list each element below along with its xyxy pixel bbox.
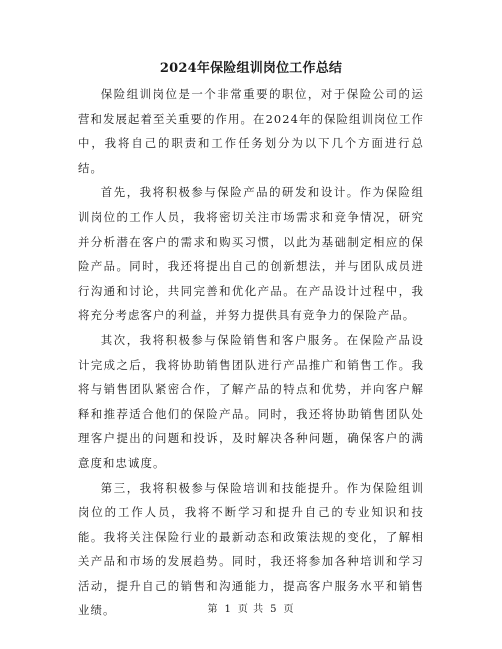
footer-total-pages: 5 xyxy=(270,604,278,615)
paragraph-training: 第三，我将积极参与保险培训和技能提升。作为保险组训岗位的工作人员，我将不断学习和提升自己的专业知识和技能。我将关注保险行业的最新动态和政策法规的变化，了解相关产品和市场的发展趋势。同时，我还将参加各种培训和学习活动，提升自己的销售和沟通能力，提高客户服务水平和销售业绩。 xyxy=(78,480,424,618)
document-title: 2024年保险组训岗位工作总结 xyxy=(159,61,343,76)
paragraph-product-design: 首先，我将积极参与保险产品的研发和设计。作为保险组训岗位的工作人员，我将密切关注市场需求和竞争情况，研究并分析潜在客户的需求和购买习惯，以此为基础制定相应的保险产品。同时，我还将提出自己的创新想法，并与团队成员进行沟通和讨论，共同完善和优化产品。在产品设计过程中，我将充分考虑客户的利益，并努力提供具有竞争力的保险产品。 xyxy=(78,185,424,323)
footer-prefix: 第 xyxy=(207,604,219,615)
footer-page-number: 1 xyxy=(224,604,232,615)
paragraph-intro: 保险组训岗位是一个非常重要的职位，对于保险公司的运营和发展起着至关重要的作用。在2024年的保险组训岗位工作中，我将自己的职责和工作任务划分为以下几个方面进行总结。 xyxy=(78,87,424,175)
footer-middle: 页 共 xyxy=(237,604,265,615)
footer-suffix: 页 xyxy=(283,604,295,615)
paragraph-sales-service: 其次，我将积极参与保险销售和客户服务。在保险产品设计完成之后，我将协助销售团队进行产品推广和销售工作。我将与销售团队紧密合作，了解产品的特点和优势，并向客户解释和推荐适合他们的保险产品。同时，我还将协助销售团队处理客户提出的问题和投诉，及时解决各种问题，确保客户的满意度和忠诚度。 xyxy=(78,332,424,470)
page-footer xyxy=(0,603,502,617)
document-body xyxy=(78,82,424,623)
